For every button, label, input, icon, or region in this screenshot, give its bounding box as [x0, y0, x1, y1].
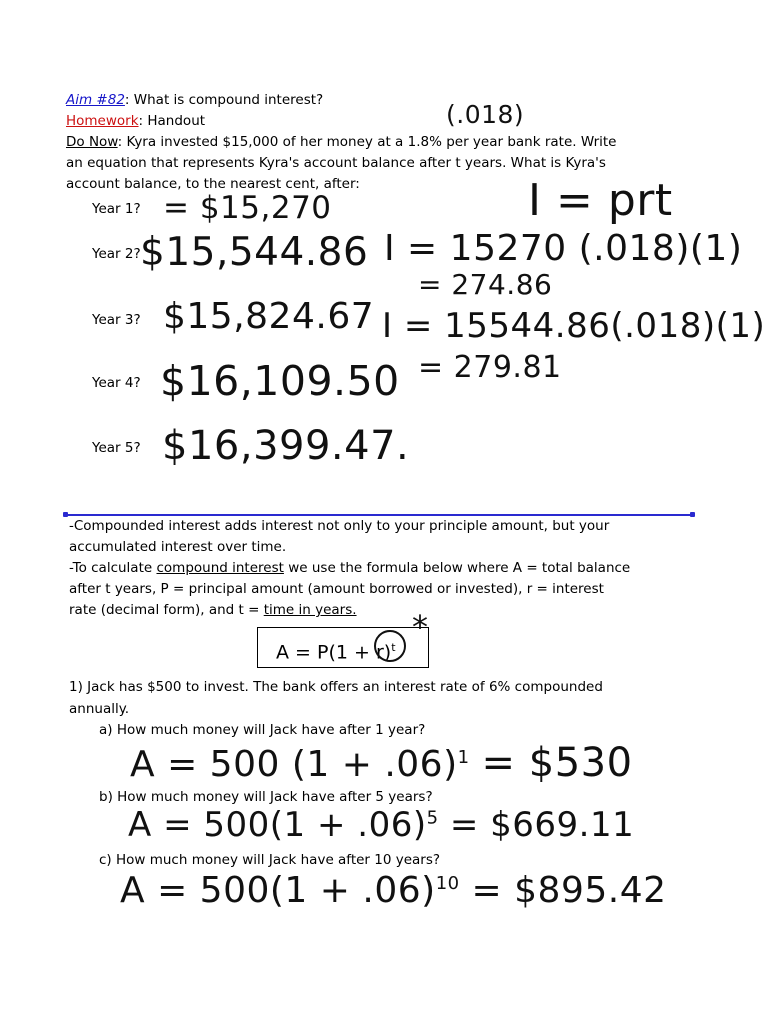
- formula-exponent: t: [391, 641, 396, 654]
- time-in-years-term: time in years.: [263, 602, 357, 618]
- compound-interest-term: compound interest: [156, 560, 284, 576]
- donow-line2: an equation that represents Kyra's account balance after t years. What is Kyra's: [66, 155, 606, 171]
- donow-line1: Do Now: Kyra invested $15,000 of her money at a 1.8% per year bank rate. Write: [66, 134, 617, 150]
- aim-text: : What is compound interest?: [124, 92, 324, 108]
- rate-note: (.018): [446, 100, 525, 129]
- year-answer: = $15,270: [163, 190, 332, 226]
- interest-calc-2: I = 15544.86(.018)(1): [382, 306, 766, 346]
- star-annotation: *: [412, 608, 429, 646]
- year-label: Year 4?: [92, 375, 141, 391]
- simple-interest-formula: I = prt: [528, 175, 673, 226]
- donow-line3: account balance, to the nearest cent, after:: [66, 176, 360, 192]
- notes-line1: -Compounded interest adds interest not only to your principle amount, but your: [69, 518, 610, 534]
- year-answer: $15,824.67: [163, 296, 375, 337]
- interest-result-2: = 279.81: [418, 350, 562, 385]
- year-label: Year 3?: [92, 312, 141, 328]
- exponent-circle-annotation: [370, 626, 410, 666]
- year-answer: $16,109.50: [160, 357, 400, 405]
- notes-line5: rate (decimal form), and t = time in years.: [69, 602, 357, 618]
- donow-label: Do Now: [66, 134, 118, 150]
- homework-line: [66, 111, 205, 132]
- divider-endpoint: [690, 512, 695, 517]
- homework-label: Homework: [66, 113, 139, 129]
- year-label: Year 5?: [92, 440, 141, 456]
- year-answer: $15,544.86: [140, 230, 369, 275]
- problem-line2: annually.: [69, 701, 130, 717]
- question-c: c) How much money will Jack have after 10 years?: [99, 852, 441, 868]
- notes-line4: after t years, P = principal amount (amount borrowed or invested), r = interest: [69, 581, 604, 597]
- aim-label: Aim #82: [66, 92, 125, 108]
- interest-result-1: = 274.86: [418, 268, 553, 301]
- question-a: a) How much money will Jack have after 1 year?: [99, 722, 426, 738]
- year-label: Year 1?: [92, 201, 141, 217]
- answer-c: $A = 500(1 + .06)^{10}$ = $895.42: [120, 870, 667, 911]
- compound-formula: A = P(1 + r): [276, 641, 392, 664]
- answer-b: $A = 500(1 + .06)^5$ = $669.11: [128, 805, 635, 845]
- homework-text: : Handout: [138, 113, 206, 129]
- answer-a: A = 500 $(1 + .06)^1$ = $530: [130, 740, 633, 786]
- interest-calc-1: I = 15270 (.018)(1): [384, 228, 743, 269]
- divider-endpoint: [63, 512, 68, 517]
- problem-line1: 1) Jack has $500 to invest. The bank offers an interest rate of 6% compounded: [69, 679, 603, 695]
- question-b: b) How much money will Jack have after 5 years?: [99, 789, 433, 805]
- notes-line3: -To calculate compound interest we use the formula below where A = total balance: [69, 560, 631, 576]
- year-label: Year 2?: [92, 246, 141, 262]
- aim-line: [66, 90, 323, 111]
- year-answer: $16,399.47.: [162, 423, 410, 469]
- notes-line2: accumulated interest over time.: [69, 539, 287, 555]
